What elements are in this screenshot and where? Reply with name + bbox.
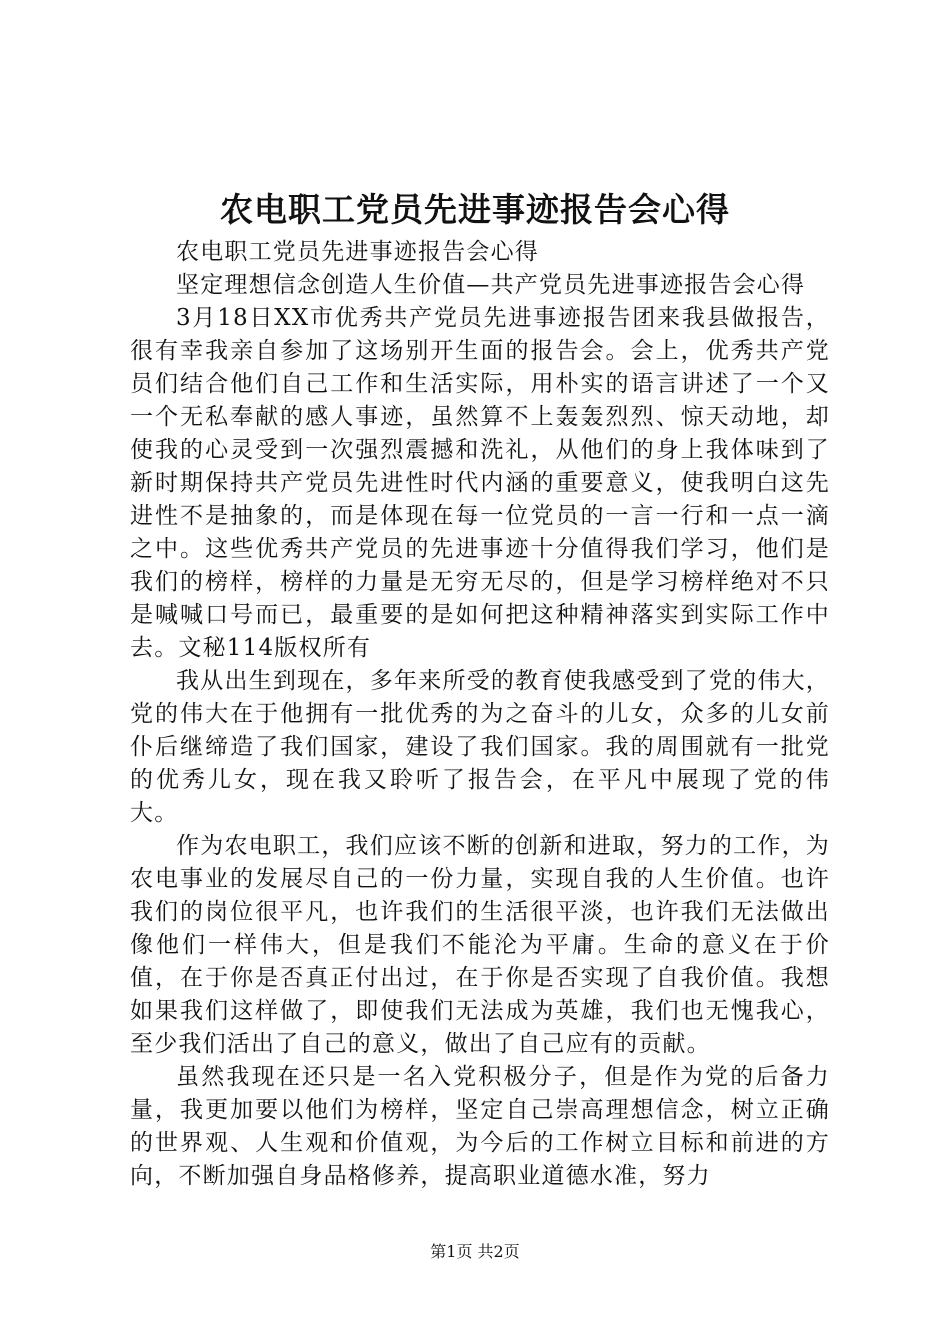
paragraph: 我从出生到现在，多年来所受的教育使我感受到了党的伟大，党的伟大在于他拥有一批优秀的为之奋斗的儿女，众多的儿女前仆后继缔造了我们国家，建设了我们国家。我的周围就有一批党的优秀儿女，现在我又聆听了报告会，在平凡中展现了党的伟大。 xyxy=(130,668,830,826)
document-title: 农电职工党员先进事迹报告会心得 xyxy=(220,190,730,229)
paragraph-subtitle: 农电职工党员先进事迹报告会心得 xyxy=(176,239,539,265)
paragraph: 虽然我现在还只是一名入党积极分子，但是作为党的后备力量，我更加要以他们为榜样，坚定自己崇高理想信念，树立正确的世界观、人生观和价值观，为今后的工作树立目标和前进的方向，不断加强自身品格修养，提高职业道德水准，努力 xyxy=(130,1064,830,1189)
paragraph-heading: 坚定理想信念创造人生价值—共产党员先进事迹报告会心得 xyxy=(176,272,806,298)
page-footer: 第1页 共2页 xyxy=(430,1242,520,1261)
document-body xyxy=(130,236,830,1193)
paragraph: 3月18日XX市优秀共产党员先进事迹报告团来我县做报告，很有幸我亲自参加了这场别开生面的报告会。会上，优秀共产党员们结合他们自己工作和生活实际，用朴实的语言讲述了一个又一个无私奉献的感人事迹，虽然算不上轰轰烈烈、惊天动地，却使我的心灵受到一次强烈震撼和洗礼，从他们的身上我体味到了新时期保持共产党员先进性时代内涵的重要意义，使我明白这先进性不是抽象的，而是体现在每一位党员的一言一行和一点一滴之中。这些优秀共产党员的先进事迹十分值得我们学习，他们是我们的榜样，榜样的力量是无穷无尽的，但是学习榜样绝对不只是喊喊口号而已，最重要的是如何把这种精神落实到实际工作中去。文秘114版权所有 xyxy=(130,305,830,661)
paragraph: 作为农电职工，我们应该不断的创新和进取，努力的工作，为农电事业的发展尽自己的一份力量，实现自我的人生价值。也许我们的岗位很平凡，也许我们的生活很平淡，也许我们无法做出像他们一样伟大，但是我们不能沦为平庸。生命的意义在于价值，在于你是否真正付出过，在于你是否实现了自我价值。我想如果我们这样做了，即使我们无法成为英雄，我们也无愧我心，至少我们活出了自己的意义，做出了自己应有的贡献。 xyxy=(130,833,830,1057)
